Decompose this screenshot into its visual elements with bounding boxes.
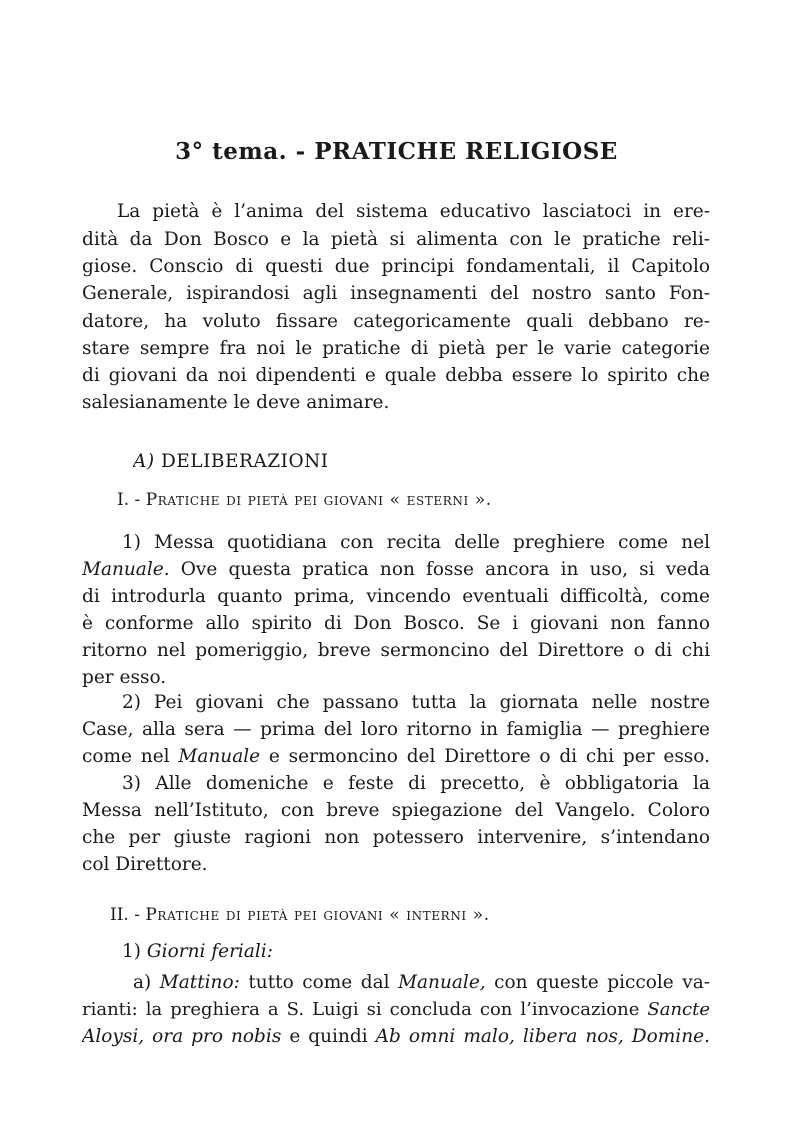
mattino-line bbox=[133, 970, 710, 996]
section-heading-deliberazioni bbox=[133, 449, 533, 475]
mattino-italic: Mattino: bbox=[159, 972, 240, 993]
intro-line: di giovani da noi dipendenti e quale debba essere lo spirito che bbox=[82, 365, 710, 386]
p3-line: che per giuste ragioni non potessero intervenire, s’intendano bbox=[82, 827, 710, 848]
intro-line: stare sempre fra noi le pratiche di pietà per le varie categorie bbox=[82, 338, 710, 359]
p1-line: ritorno nel pomeriggio, breve sermoncino del Direttore o di chi bbox=[82, 640, 710, 661]
p1-line: è conforme allo spirito di Don Bosco. Se i giovani non fanno bbox=[82, 613, 710, 634]
section-label: DELIBERAZIONI bbox=[160, 451, 329, 472]
page-title: 3° tema. - PRATICHE RELIGIOSE bbox=[175, 138, 618, 165]
manuale-italic: Manuale. bbox=[82, 559, 170, 580]
p2-line bbox=[82, 744, 710, 770]
subheading-text: Pratiche di pietà pei giovani « esterni ». bbox=[145, 490, 492, 510]
subheading-number: II. - bbox=[110, 905, 140, 925]
giorni-feriali-label: Giorni feriali: bbox=[146, 941, 273, 962]
manuale-italic: Manuale, bbox=[398, 972, 486, 993]
p3-line: Messa nell’Istituto, con breve spiegazione del Vangelo. Coloro bbox=[82, 800, 710, 821]
intro-line: dità da Don Bosco e la pietà si alimenta con le pratiche reli- bbox=[82, 229, 710, 250]
mattino-text: a) bbox=[133, 972, 160, 993]
intro-line: datore, ha voluto fissare categoricamente quali debbano re- bbox=[82, 311, 710, 332]
mattino-text: con queste piccole va- bbox=[485, 972, 710, 993]
p1-line: di introdurla quanto prima, vincendo eventuali difficoltà, come bbox=[82, 586, 710, 607]
item-number: 1) bbox=[122, 941, 141, 962]
p1-line bbox=[82, 557, 710, 583]
p2-line-text: come nel bbox=[82, 746, 179, 767]
subheading-text: Pratiche di pietà pei giovani « interni ». bbox=[145, 905, 490, 925]
mattino-line bbox=[82, 1024, 710, 1050]
p3-line: 3) Alle domeniche e feste di precetto, è obbligatoria la bbox=[122, 773, 710, 794]
subheading-number: I. - bbox=[117, 490, 141, 510]
subheading-giovani-interni bbox=[110, 902, 710, 928]
manuale-italic: Manuale bbox=[178, 746, 261, 767]
latin-italic: Sancte bbox=[647, 999, 710, 1020]
latin-italic: Ab omni malo, libera nos, Domine. bbox=[375, 1026, 710, 1047]
p1-line-text: Ove questa pratica non fosse ancora in uso, si veda bbox=[169, 559, 710, 580]
subheading-giovani-esterni bbox=[117, 487, 710, 513]
mattino-text: rianti: la preghiera a S. Luigi si concluda con l’invocazione bbox=[82, 999, 648, 1020]
intro-line: La pietà è l’anima del sistema educativo lasciatoci in ere- bbox=[117, 201, 710, 222]
p3-line: col Direttore. bbox=[82, 854, 208, 875]
p1-line: 1) Messa quotidiana con recita delle preghiere come nel bbox=[122, 532, 710, 553]
intro-line: salesianamente le deve animare. bbox=[82, 392, 390, 413]
intro-line: Generale, ispirandosi agli insegnamenti del nostro santo Fon- bbox=[82, 283, 710, 304]
intro-line: giose. Conscio di questi due principi fondamentali, il Capitolo bbox=[82, 256, 710, 277]
mattino-text: e quindi bbox=[281, 1026, 376, 1047]
p2-line: Case, alla sera — prima del loro ritorno in famiglia — preghiere bbox=[82, 719, 710, 740]
latin-italic: Aloysi, ora pro nobis bbox=[82, 1026, 282, 1047]
p2-line-text: e sermoncino del Direttore o di chi per esso. bbox=[260, 746, 710, 767]
section-letter: A) bbox=[133, 451, 155, 472]
p2-line: 2) Pei giovani che passano tutta la giornata nelle nostre bbox=[122, 692, 710, 713]
mattino-line bbox=[82, 997, 710, 1023]
subheading-giorni-feriali bbox=[122, 939, 522, 965]
mattino-text: tutto come dal bbox=[239, 972, 399, 993]
p1-line: per esso. bbox=[82, 667, 167, 688]
